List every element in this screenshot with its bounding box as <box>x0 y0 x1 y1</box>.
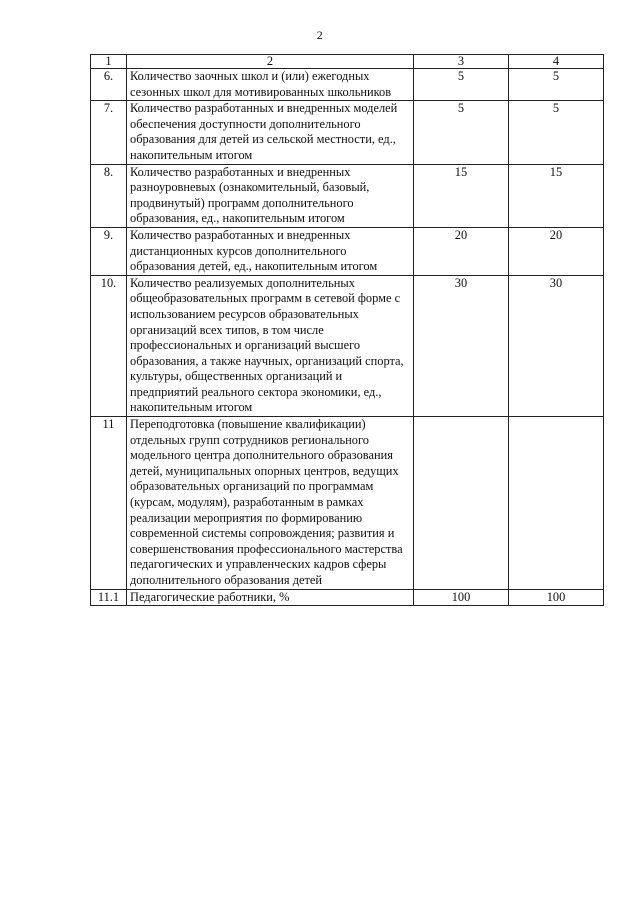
row-value-col4 <box>509 417 604 590</box>
row-number: 11 <box>91 417 127 590</box>
row-number: 9. <box>91 227 127 275</box>
row-value-col4: 20 <box>509 227 604 275</box>
table-row <box>91 227 604 275</box>
table-row <box>91 589 604 606</box>
row-description: Переподготовка (повышение квалификации) отдельных групп сотрудников регионального модельного центра дополнительного образования детей, муниципальных опорных центров, ведущих образовательных организаций по программам (курсам, модулям), разработанным в рамках реализации мероприятия по формированию современной системы сопровождения; развития и совершенствования профессионального мастерства педагогических и управленческих кадров сферы дополнительного образования детей <box>127 417 414 590</box>
row-value-col4: 100 <box>509 589 604 606</box>
row-number: 6. <box>91 69 127 101</box>
column-header: 1 <box>91 55 127 69</box>
row-value-col3: 30 <box>414 275 509 416</box>
indicator-table <box>90 54 604 606</box>
row-value-col3: 100 <box>414 589 509 606</box>
row-value-col3 <box>414 417 509 590</box>
table-row <box>91 417 604 590</box>
table-row <box>91 275 604 416</box>
table-row <box>91 69 604 101</box>
row-value-col3: 20 <box>414 227 509 275</box>
row-value-col3: 15 <box>414 164 509 227</box>
row-value-col4: 15 <box>509 164 604 227</box>
row-number: 10. <box>91 275 127 416</box>
page-number: 2 <box>316 28 324 42</box>
row-number: 11.1 <box>91 589 127 606</box>
column-header: 2 <box>127 55 414 69</box>
row-description: Количество разработанных и внедренных разноуровневых (ознакомительный, базовый, продвинутый) программ дополнительного образования, ед., накопительным итогом <box>127 164 414 227</box>
table-row <box>91 101 604 164</box>
row-number: 8. <box>91 164 127 227</box>
row-description: Количество заочных школ и (или) ежегодных сезонных школ для мотивированных школьников <box>127 69 414 101</box>
row-description: Педагогические работники, % <box>127 589 414 606</box>
row-number: 7. <box>91 101 127 164</box>
table-header-row <box>91 55 604 69</box>
column-header: 4 <box>509 55 604 69</box>
row-description: Количество разработанных и внедренных дистанционных курсов дополнительного образования детей, ед., накопительным итогом <box>127 227 414 275</box>
row-value-col4: 5 <box>509 101 604 164</box>
row-value-col3: 5 <box>414 69 509 101</box>
row-description: Количество реализуемых дополнительных общеобразовательных программ в сетевой форме с использованием ресурсов образовательных организаций всех типов, в том числе профессиональных и организаций высшего образования, а также научных, организаций спорта, культуры, общественных организаций и предприятий реального сектора экономики, ед., накопительным итогом <box>127 275 414 416</box>
row-description: Количество разработанных и внедренных моделей обеспечения доступности дополнительного образования для детей из сельской местности, ед., накопительным итогом <box>127 101 414 164</box>
row-value-col4: 5 <box>509 69 604 101</box>
row-value-col4: 30 <box>509 275 604 416</box>
column-header: 3 <box>414 55 509 69</box>
row-value-col3: 5 <box>414 101 509 164</box>
table-row <box>91 164 604 227</box>
